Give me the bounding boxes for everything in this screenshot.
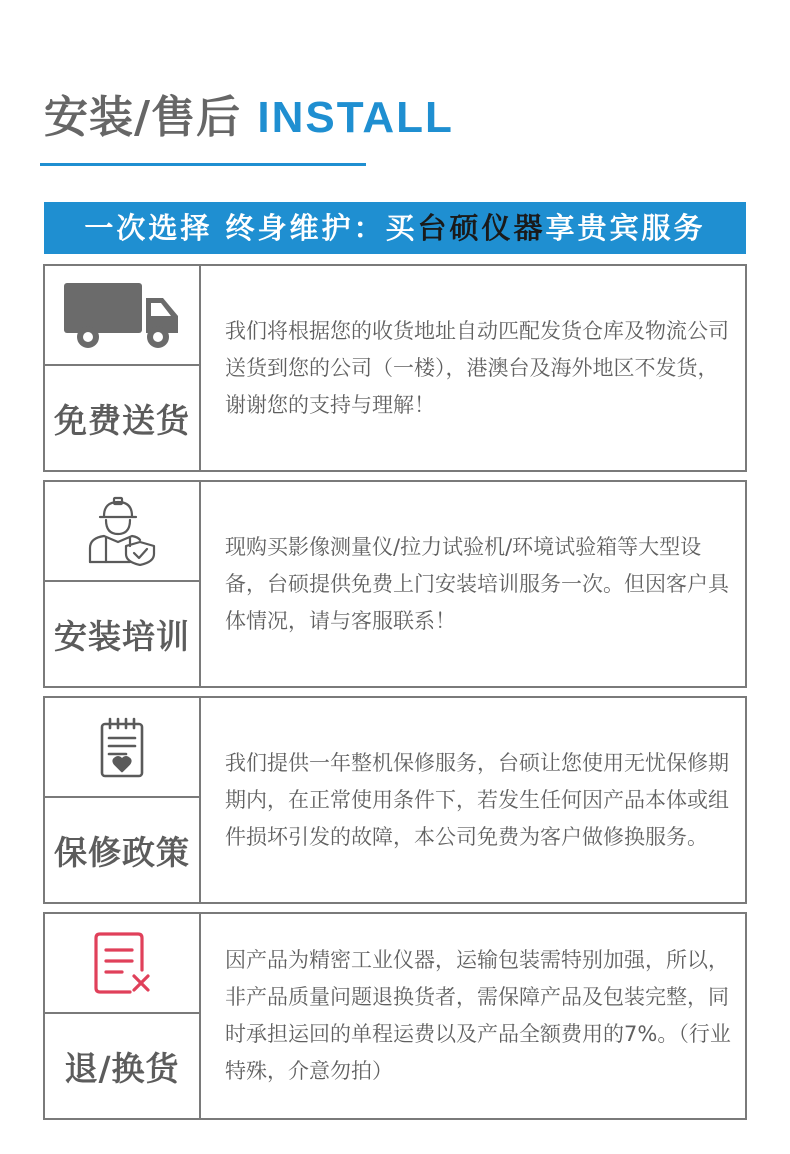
- icon-cell: [45, 698, 199, 796]
- clipboard-heart-icon: [98, 716, 146, 778]
- section-description: [225, 266, 737, 470]
- icon-cell: [45, 914, 199, 1012]
- page-title: [44, 88, 454, 148]
- section-label: 免费送货: [54, 400, 190, 440]
- section-warranty-policy: [43, 696, 747, 904]
- banner-text-end: 享贵宾服务: [545, 211, 706, 245]
- section-returns-exchange: [43, 912, 747, 1120]
- description-text: 现购买影像测量仪/拉力试验机/环境试验箱等大型设备，台硕提供免费上门安装培训服务一次。但因客户具体情况，请与客服联系！: [225, 534, 729, 633]
- description-text: 我们将根据您的收货地址自动匹配发货仓库及物流公司送货到您的公司（一楼），港澳台及海外地区不发货，谢谢您的支持与理解！: [225, 318, 729, 417]
- description-text: 我们提供一年整机保修服务，台硕让您使用无忧保修期期内，在正常使用条件下，若发生任何因产品本体或组件损坏引发的故障，本公司免费为客户做修换服务。: [225, 750, 729, 849]
- column-divider: [199, 698, 201, 902]
- document-x-icon: [92, 930, 152, 996]
- engineer-shield-icon: [84, 496, 160, 566]
- icon-cell: [45, 482, 199, 580]
- description-text: 因产品为精密工业仪器，运输包装需特别加强，所以，非产品质量问题退换货者，需保障产品及包装完整，同时承担运回的单程运费以及产品全额费用的7%。（行业特殊，介意勿拍）: [225, 948, 731, 1083]
- section-installation-training: [43, 480, 747, 688]
- column-divider: [199, 266, 201, 470]
- banner-text-start: 一次选择 终身维护：买: [84, 211, 418, 245]
- banner-brand: 台硕仪器: [417, 211, 546, 245]
- truck-icon: [62, 280, 182, 350]
- service-banner: [44, 202, 746, 254]
- section-label: 安装培训: [54, 616, 190, 656]
- column-divider: [199, 482, 201, 686]
- title-underline: [40, 163, 366, 166]
- section-label: 保修政策: [54, 832, 190, 872]
- section-description: [225, 482, 737, 686]
- section-free-delivery: [43, 264, 747, 472]
- section-description: [225, 914, 737, 1118]
- page-title-cn: 安装/售后: [44, 92, 242, 143]
- section-description: [225, 698, 737, 902]
- icon-cell: [45, 266, 199, 364]
- section-label: 退/换货: [64, 1048, 180, 1088]
- page-title-en: INSTALL: [257, 93, 454, 142]
- column-divider: [199, 914, 201, 1118]
